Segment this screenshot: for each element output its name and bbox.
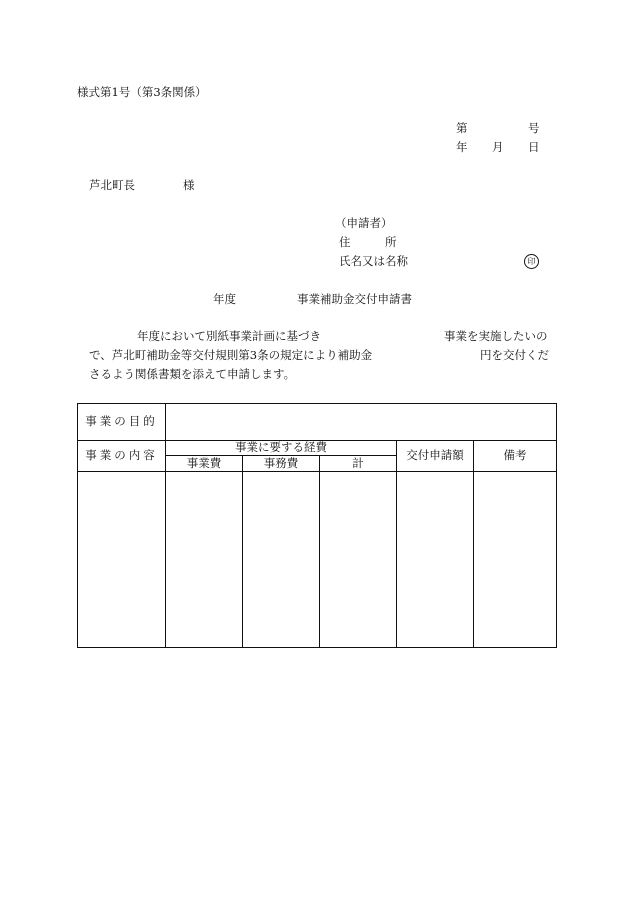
applicant-name-label: 氏名又は名称 [339, 254, 408, 268]
cost-header: 事業に要する経費 [166, 441, 397, 456]
document-title: 事業補助金交付申請書 [297, 292, 412, 306]
total-cost-cell [320, 472, 397, 648]
content-label: 事業の内容 [78, 441, 166, 472]
doc-number-suffix: 号 [528, 121, 540, 135]
cost-column-project: 事業費 [166, 456, 243, 472]
office-cost-cell [243, 472, 320, 648]
purpose-value [166, 404, 557, 441]
body-line2-b: 円を交付くだ [480, 348, 549, 362]
applicant-heading: （申請者） [335, 216, 393, 230]
addressee-honorific: 様 [183, 178, 195, 192]
applicant-address-label: 住 所 [339, 235, 397, 249]
remarks-label: 備考 [474, 441, 557, 472]
remarks-cell [474, 472, 557, 648]
application-table [77, 403, 557, 648]
addressee-name: 芦北町長 [89, 178, 135, 192]
title-year: 年度 [213, 292, 236, 306]
doc-number-prefix: 第 [456, 121, 468, 135]
body-line1-a: 年度において別紙事業計画に基づき [137, 329, 321, 343]
body-line1-b: 事業を実施したいの [444, 329, 548, 343]
body-line3: さるよう関係書類を添えて申請します。 [89, 367, 296, 381]
cost-column-total: 計 [320, 456, 397, 472]
date-year: 年 [456, 140, 468, 154]
grant-label: 交付申請額 [397, 441, 474, 472]
date-day: 日 [528, 140, 540, 154]
applicant-seal [524, 254, 539, 269]
project-cost-cell [166, 472, 243, 648]
grant-amount-cell [397, 472, 474, 648]
date-month: 月 [492, 140, 504, 154]
purpose-label: 事業の目的 [78, 404, 166, 441]
body-line2-a: で、芦北町補助金等交付規則第3条の規定により補助金 [89, 348, 373, 362]
cost-column-office: 事務費 [243, 456, 320, 472]
seal-mark: 印 [524, 254, 539, 269]
form-number: 様式第1号（第3条関係） [77, 85, 207, 99]
content-cell [78, 472, 166, 648]
